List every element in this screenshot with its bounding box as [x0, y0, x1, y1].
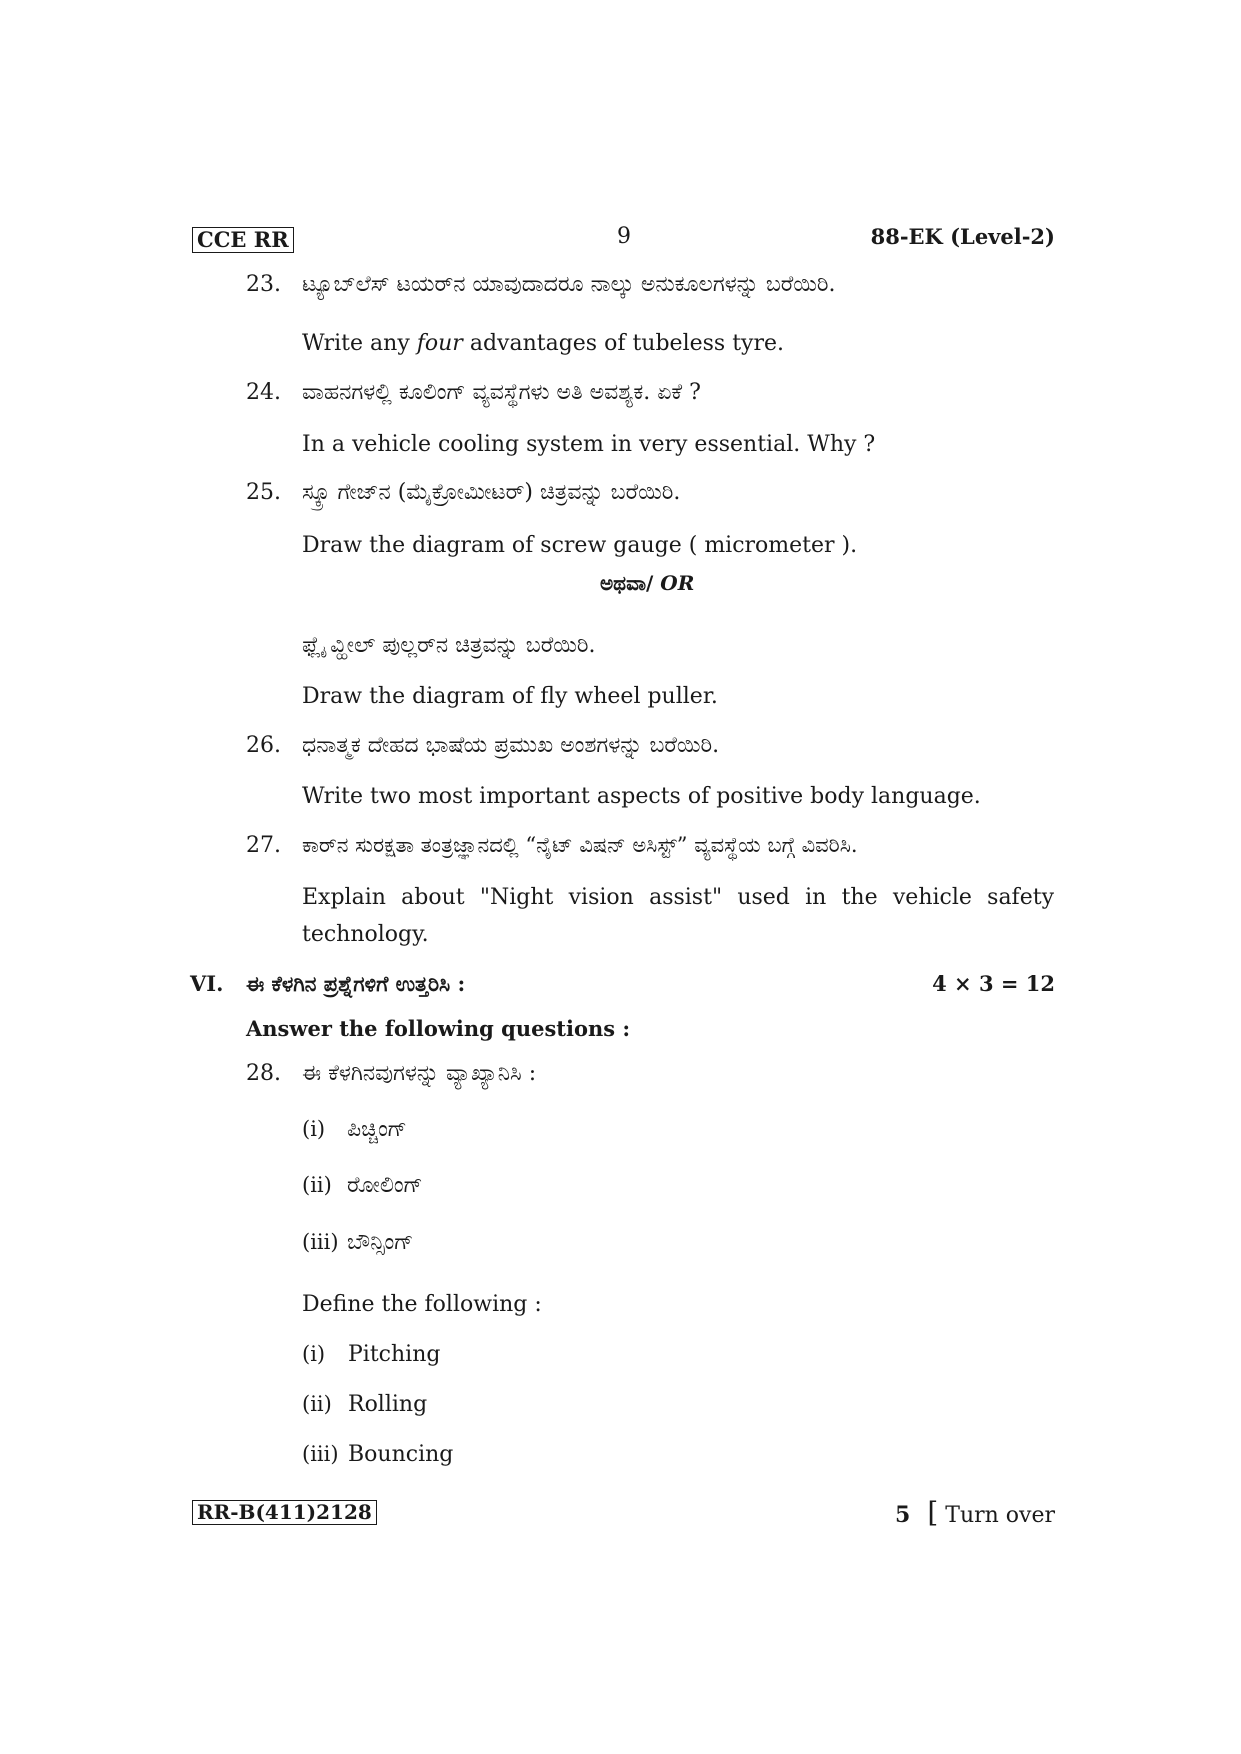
list-item-label: (iii) [302, 1230, 339, 1254]
list-item-label: (ii) [302, 1173, 332, 1197]
question-number-25: 25. [246, 480, 281, 505]
question-25-kannada: ಸ್ಕ್ರೂ ಗೇಜ್‌ನ (ಮೈಕ್ರೋಮೀಟರ್) ಚಿತ್ರವನ್ನು ಬರೆಯಿರಿ. [302, 480, 681, 505]
question-26-kannada: ಧನಾತ್ಮಕ ದೇಹದ ಭಾಷೆಯ ಪ್ರಮುಖ ಅಂಶಗಳನ್ನು ಬರೆಯಿರಿ. [302, 733, 720, 758]
question-27-english-line1: Explain about "Night vision assist" used in the vehicle safety [302, 885, 1054, 910]
question-24-english: In a vehicle cooling system in very essential. Why ? [302, 432, 876, 457]
footer-bracket: [ [927, 1496, 939, 1529]
question-27-kannada: ಕಾರ್‌ನ ಸುರಕ್ಷತಾ ತಂತ್ರಜ್ಞಾನದಲ್ಲಿ “ನೈಟ್ ವಿಷನ್ ಅಸಿಸ್ಟ್” ವ್ಯವಸ್ಥೆಯ ಬಗ್ಗೆ ವಿವರಿಸಿ. [302, 833, 858, 857]
footer-page-count: 5 [895, 1502, 911, 1528]
section-kannada-heading: ಈ ಕೆಳಗಿನ ಪ್ರಶ್ನೆಗಳಿಗೆ ಉತ್ತರಿಸಿ : [246, 971, 466, 996]
section-english-heading: Answer the following questions : [246, 1016, 631, 1041]
question-23-kannada: ಟ್ಯೂಬ್‌ಲೆಸ್ ಟಯರ್‌ನ ಯಾವುದಾದರೂ ನಾಲ್ಕು ಅನುಕೂಲಗಳನ್ನು ಬರೆಯಿರಿ. [302, 272, 836, 297]
question-28-english: Define the following : [302, 1292, 542, 1317]
list-item-text: Bouncing [348, 1442, 454, 1467]
footer-code: RR-B(411)2128 [197, 1500, 372, 1524]
list-item-label: (i) [302, 1342, 326, 1366]
footer-right [895, 1496, 1055, 1529]
list-item-label: (iii) [302, 1442, 339, 1466]
or-kannada: ಅಥವಾ/ [600, 571, 654, 595]
section-roman: VI. [190, 971, 224, 996]
list-item-text: ಬೌನ್ಸಿಂಗ್ [347, 1230, 414, 1255]
list-item-text: Rolling [348, 1392, 428, 1417]
list-item-text: ಪಿಚ್ಚಿಂಗ್ [347, 1117, 407, 1142]
section-marks: 4 × 3 = 12 [932, 971, 1055, 996]
paper-code: 88-EK (Level-2) [870, 224, 1055, 249]
question-23-emphasis: four [416, 331, 463, 356]
header-code-box [192, 227, 294, 253]
list-item-text: Pitching [348, 1342, 441, 1367]
question-number-27: 27. [246, 833, 281, 858]
question-28-kannada: ಈ ಕೆಳಗಿನವುಗಳನ್ನು ವ್ಯಾಖ್ಯಾನಿಸಿ : [302, 1061, 537, 1086]
question-number-28: 28. [246, 1061, 281, 1086]
question-number-23: 23. [246, 272, 281, 297]
header-code: CCE RR [197, 227, 289, 252]
question-25-alt-english: Draw the diagram of fly wheel puller. [302, 684, 718, 709]
footer-turn-over: Turn over [945, 1503, 1055, 1528]
footer-code-box [192, 1500, 377, 1525]
or-english: OR [653, 571, 695, 595]
list-item-label: (i) [302, 1117, 326, 1141]
question-23-text-a: Write any [302, 331, 417, 356]
question-23-text-b: advantages of tubeless tyre. [462, 331, 784, 356]
question-26-english: Write two most important aspects of positive body language. [302, 784, 981, 809]
question-23-english [302, 331, 784, 356]
question-25-alt-kannada: ಫ್ಲೈ ವ್ಹೀಲ್ ಪುಲ್ಲರ್‌ನ ಚಿತ್ರವನ್ನು ಬರೆಯಿರಿ. [302, 633, 596, 658]
question-24-kannada: ವಾಹನಗಳಲ್ಲಿ ಕೂಲಿಂಗ್ ವ್ಯವಸ್ಥೆಗಳು ಅತಿ ಅವಶ್ಯಕ. ಏಕೆ ? [302, 380, 701, 405]
list-item-label: (ii) [302, 1392, 332, 1416]
question-number-24: 24. [246, 380, 281, 405]
page-number: 9 [617, 224, 631, 249]
or-separator [600, 571, 694, 595]
question-27-english-line2: technology. [302, 922, 429, 947]
question-number-26: 26. [246, 733, 281, 758]
list-item-text: ರೋಲಿಂಗ್ [347, 1173, 423, 1198]
question-25-english: Draw the diagram of screw gauge ( micrometer ). [302, 533, 858, 558]
